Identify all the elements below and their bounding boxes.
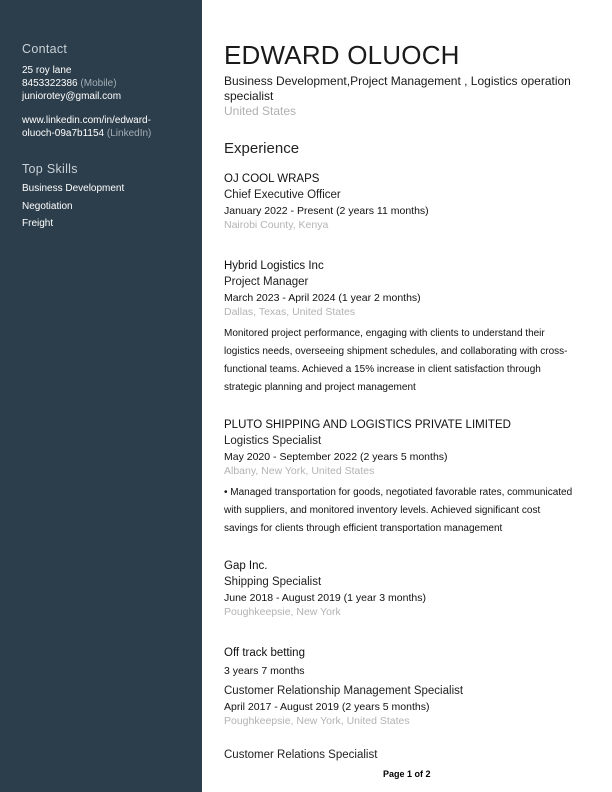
linkedin-link[interactable] — [22, 114, 151, 140]
job-description: Monitored project performance, engaging with clients to understand their logistics needs, overseeing shipment schedules, and collaborating with cross- functional teams. Achieved a 15% increase in client satisfaction through strategic planning and project management — [224, 328, 568, 393]
job-dates: April 2017 - August 2019 (2 years 5 months) — [224, 701, 430, 713]
company-name: Hybrid Logistics Inc — [224, 260, 324, 272]
job-dates: May 2020 - September 2022 (2 years 5 months) — [224, 451, 448, 463]
company-name: OJ COOL WRAPS — [224, 173, 320, 185]
job-location: Albany, New York, United States — [224, 465, 375, 477]
linkedin-label: (LinkedIn) — [106, 128, 152, 139]
job-title: Project Manager — [224, 276, 309, 288]
job-title: Shipping Specialist — [224, 576, 322, 588]
person-location: United States — [224, 104, 297, 118]
job-location: Poughkeepsie, New York — [224, 606, 341, 618]
phone-line — [22, 77, 117, 90]
sidebar — [0, 0, 202, 792]
phone-number: 8453322386 — [22, 78, 78, 89]
job-title: Customer Relationship Management Specialist — [224, 685, 464, 697]
experience-heading: Experience — [224, 140, 300, 157]
skill-item: Freight — [22, 218, 54, 229]
page-number: Page 1 of 2 — [383, 769, 431, 779]
company-name: PLUTO SHIPPING AND LOGISTICS PRIVATE LIMITED — [224, 419, 511, 431]
job-title: Logistics Specialist — [224, 435, 322, 447]
contact-heading: Contact — [22, 42, 68, 56]
phone-label: (Mobile) — [80, 78, 117, 89]
job-dates: June 2018 - August 2019 (1 year 3 months) — [224, 592, 426, 604]
job-location: Dallas, Texas, United States — [224, 306, 356, 318]
linkedin-url-line2: oluoch-09a7b1154 — [22, 128, 105, 139]
job-title: Chief Executive Officer — [224, 189, 341, 201]
address: 25 roy lane — [22, 65, 72, 76]
job-dates: March 2023 - April 2024 (1 year 2 months) — [224, 292, 421, 304]
linkedin-url-line1: www.linkedin.com/in/edward- — [22, 115, 151, 126]
job-title: Customer Relations Specialist — [224, 749, 378, 761]
headline: Business Development,Project Management , Logistics operation specialist — [224, 74, 571, 103]
skill-item: Business Development — [22, 183, 125, 194]
job-description: • Managed transportation for goods, negotiated favorable rates, communicated with suppliers, and monitored inventory levels. Achieved significant cost savings for clients through efficient transportation management — [224, 487, 573, 534]
job-location: Poughkeepsie, New York, United States — [224, 715, 410, 727]
top-skills-heading: Top Skills — [22, 162, 78, 176]
person-name: EDWARD OLUOCH — [224, 40, 460, 70]
company-name: Gap Inc. — [224, 560, 268, 572]
job-location: Nairobi County, Kenya — [224, 219, 329, 231]
skill-item: Negotiation — [22, 201, 73, 212]
company-name: Off track betting — [224, 647, 305, 659]
job-dates: January 2022 - Present (2 years 11 months) — [224, 205, 429, 217]
email-link[interactable]: juniorotey@gmail.com — [22, 91, 122, 102]
total-duration: 3 years 7 months — [224, 665, 305, 677]
